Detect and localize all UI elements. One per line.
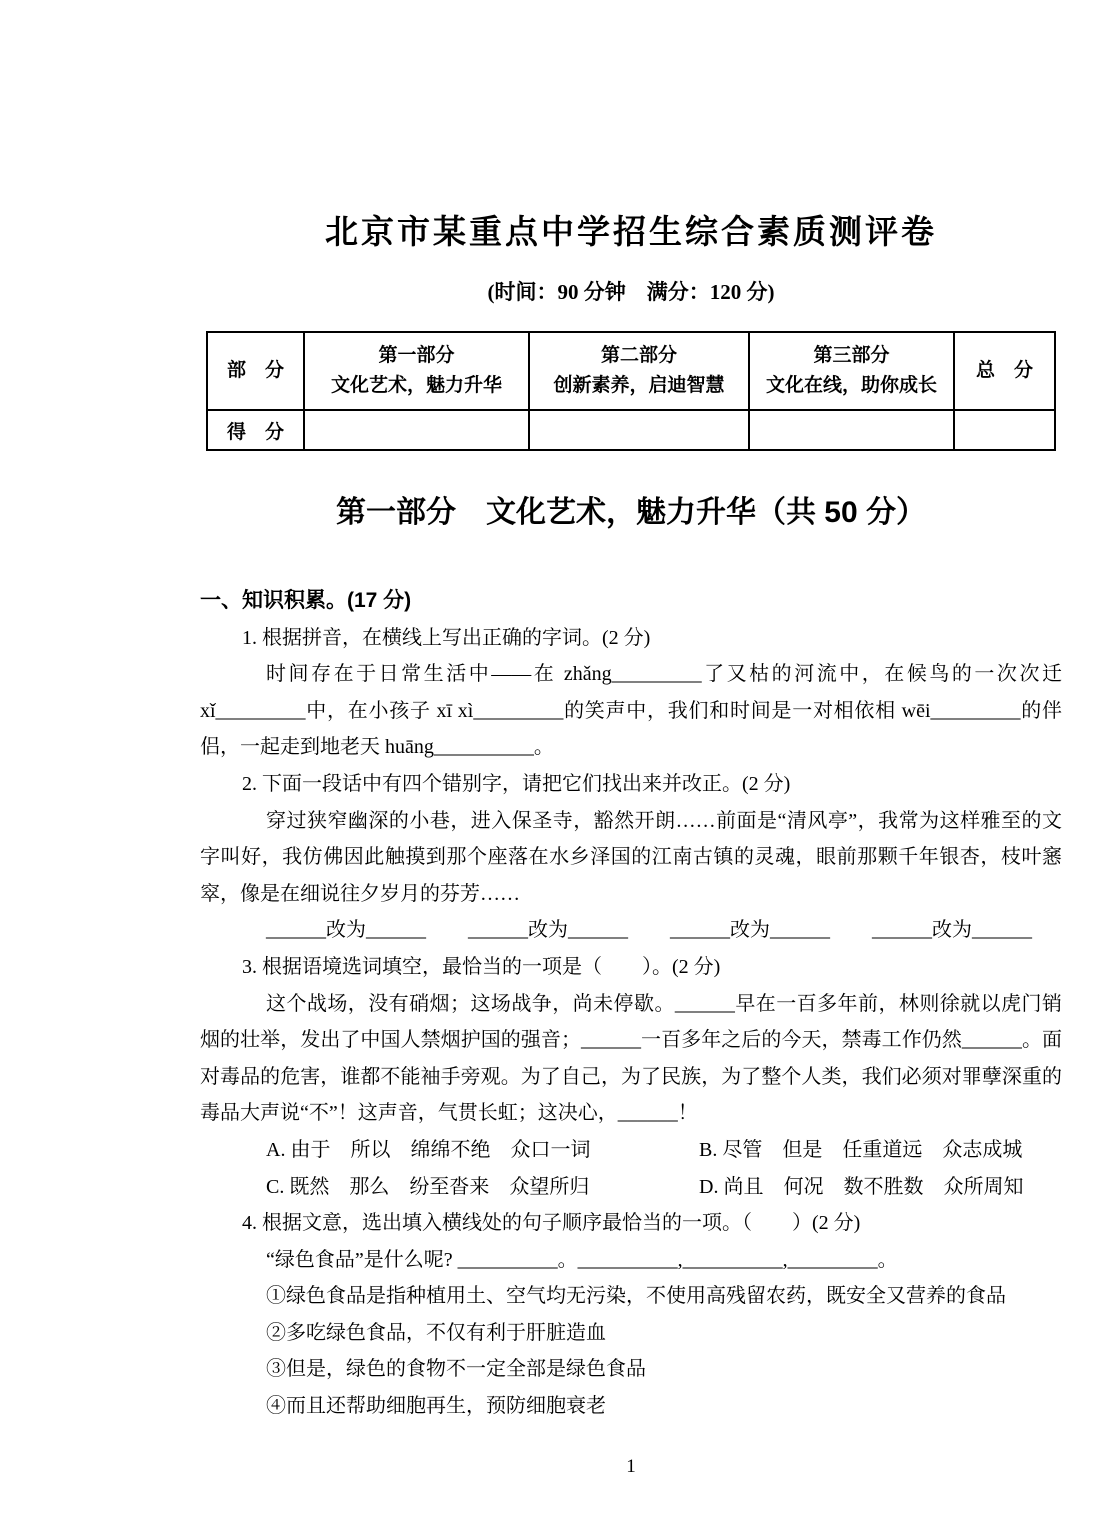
q3-option-d: D. 尚且 何况 数不胜数 众所周知 [699,1175,1024,1198]
total-label-cell: 总 分 [954,332,1055,410]
score-table [206,331,1056,451]
q3-option-b: B. 尽管 但是 任重道远 众志成城 [699,1138,1023,1161]
part-label-cell: 部 分 [207,332,304,410]
subsection-heading: 一、知识积累。(17 分) [200,589,412,612]
score-label-cell: 得 分 [207,410,304,450]
part2-header-cell [529,332,749,410]
q1-stem: 1. 根据拼音，在横线上写出正确的字词。(2 分) [242,626,651,649]
q4-sentence-1: ①绿色食品是指种植用土、空气均无污染，不使用高残留农药，既安全又营养的食品 [266,1285,1006,1308]
part1-name: 第一部分 [378,345,455,366]
score-table-score-row [207,410,1055,450]
part3-score-cell [749,410,954,450]
q4-intro: “绿色食品”是什么呢? __________。__________,__________,_________。 [266,1248,898,1271]
q3-options-row-2 [200,1169,1062,1206]
q4-stem: 4. 根据文意，选出填入横线处的句子顺序最恰当的一项。（ ）(2 分) [242,1212,861,1235]
part1-desc: 文化艺术，魅力升华 [330,375,502,396]
exam-meta: (时间：90 分钟 满分：120 分) [487,280,775,304]
part2-desc: 创新素养，启迪智慧 [553,375,725,396]
q3-stem: 3. 根据语境选词填空，最恰当的一项是（ ）。(2 分) [242,955,721,978]
part3-desc: 文化在线，助你成长 [765,375,937,396]
q1-passage: 时间存在于日常生活中——在 zhǎng_________了又枯的河流中，在候鸟的一次次迁 xǐ_________中，在小孩子 xī xì_________的笑声中，我们和时间是一对相依相 wēi_________的伴侣，一起走到地老天 huāng__________。 [200,663,1062,759]
q3-passage: 这个战场，没有硝烟；这场战争，尚未停歇。______早在一百多年前，林则徐就以虎门销烟的壮举，发出了中国人禁烟护国的强音；______一百多年之后的今天，禁毒工作仍然______。面对毒品的危害，谁都不能袖手旁观。为了自己，为了民族，为了整个人类，我们必须对罪孽深重的毒品大声说“不”！这声音，气贯长虹；这决心，______！ [200,992,1062,1125]
part3-name: 第三部分 [813,345,890,366]
part2-score-cell [529,410,749,450]
q3-option-a: A. 由于 所以 绵绵不绝 众口一词 [266,1138,591,1161]
q2-answer-blank: ______改为______ [670,919,830,942]
score-table-header-row [207,332,1055,410]
part1-score-cell [304,410,529,450]
part1-header-cell [304,332,529,410]
q2-stem: 2. 下面一段话中有四个错别字，请把它们找出来并改正。(2 分) [242,772,791,795]
part2-name: 第二部分 [600,345,677,366]
q3-options-row-1 [200,1132,1062,1169]
page-number: 1 [626,1456,636,1477]
q2-answer-line [200,912,1062,949]
q3-option-c: C. 既然 那么 纷至沓来 众望所归 [266,1175,590,1198]
question-body [200,583,1062,1425]
q2-answer-blank: ______改为______ [872,919,1032,942]
page-content [200,0,1062,1425]
q2-answer-blank: ______改为______ [468,919,628,942]
q4-sentence-2: ②多吃绿色食品，不仅有利于肝脏造血 [266,1321,606,1344]
page-title: 北京市某重点中学招生综合素质测评卷 [325,213,937,250]
q2-passage: 穿过狭窄幽深的小巷，进入保圣寺，豁然开朗……前面是“清风亭”，我常为这样雅至的文字叫好，我仿佛因此触摸到那个座落在水乡泽国的江南古镇的灵魂，眼前那颗千年银杏，枝叶窸窣，像是在细说往夕岁月的芬芳…… [200,809,1062,905]
section-heading: 第一部分 文化艺术，魅力升华（共 50 分） [335,496,927,529]
part3-header-cell [749,332,954,410]
q4-sentence-4: ④而且还帮助细胞再生，预防细胞衰老 [266,1395,606,1418]
q4-sentence-3: ③但是，绿色的食物不一定全部是绿色食品 [266,1358,646,1381]
total-score-cell [954,410,1055,450]
q2-answer-blank: ______改为______ [266,919,426,942]
